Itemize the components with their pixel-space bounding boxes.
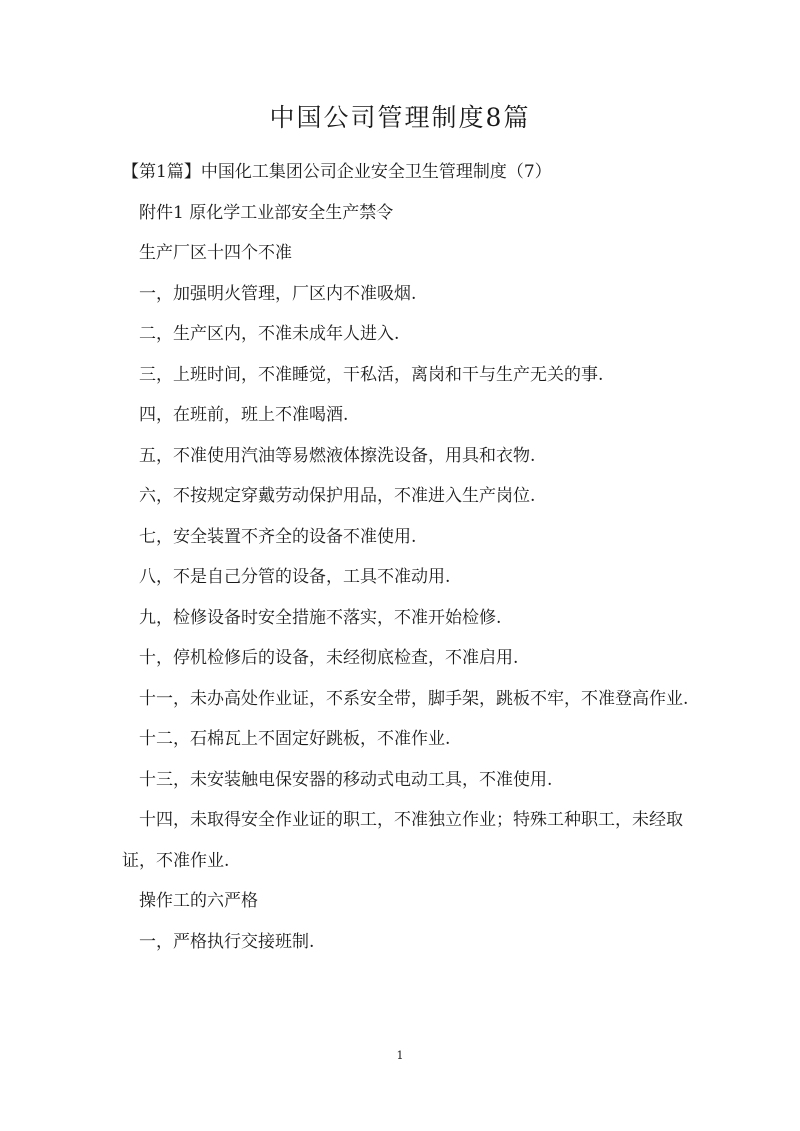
paragraph: 六，不按规定穿戴劳动保护用品，不准进入生产岗位.: [139, 486, 536, 506]
paragraph: 【第1篇】中国化工集团公司企业安全卫生管理制度（7）: [122, 162, 552, 182]
page-number: 1: [396, 1049, 404, 1062]
paragraph: 十二，石棉瓦上不固定好跳板，不准作业.: [139, 729, 451, 749]
paragraph: 十，停机检修后的设备，未经彻底检查，不准启用.: [139, 648, 519, 668]
paragraph: 生产厂区十四个不准: [139, 243, 292, 263]
paragraph: 一，严格执行交接班制.: [139, 931, 315, 952]
paragraph: 附件1 原化学工业部安全生产禁令: [139, 202, 394, 223]
paragraph: 一，加强明火管理，厂区内不准吸烟.: [139, 283, 417, 304]
document-title: 中国公司管理制度8篇: [269, 103, 531, 132]
paragraph: 三，上班时间，不准睡觉，干私活，离岗和干与生产无关的事.: [139, 364, 604, 385]
paragraph: 十三，未安装触电保安器的移动式电动工具，不准使用.: [139, 769, 553, 790]
paragraph: 十四，未取得安全作业证的职工，不准独立作业；特殊工种职工，未经取证，不准作业.: [122, 810, 683, 871]
paragraph: 二，生产区内，不准未成年人进入.: [139, 324, 400, 344]
paragraph: 九，检修设备时安全措施不落实，不准开始检修.: [139, 607, 502, 628]
paragraph: 操作工的六严格: [139, 891, 258, 911]
paragraph: 十一，未办高处作业证，不系安全带，脚手架，跳板不牢，不准登高作业.: [139, 688, 689, 709]
document-body: [122, 152, 696, 962]
paragraph: 四，在班前，班上不准喝酒.: [139, 405, 349, 425]
paragraph: 八，不是自己分管的设备，工具不准动用.: [139, 567, 451, 587]
paragraph: 七，安全装置不齐全的设备不准使用.: [139, 526, 417, 547]
paragraph: 五，不准使用汽油等易燃液体擦洗设备，用具和衣物.: [139, 445, 536, 466]
